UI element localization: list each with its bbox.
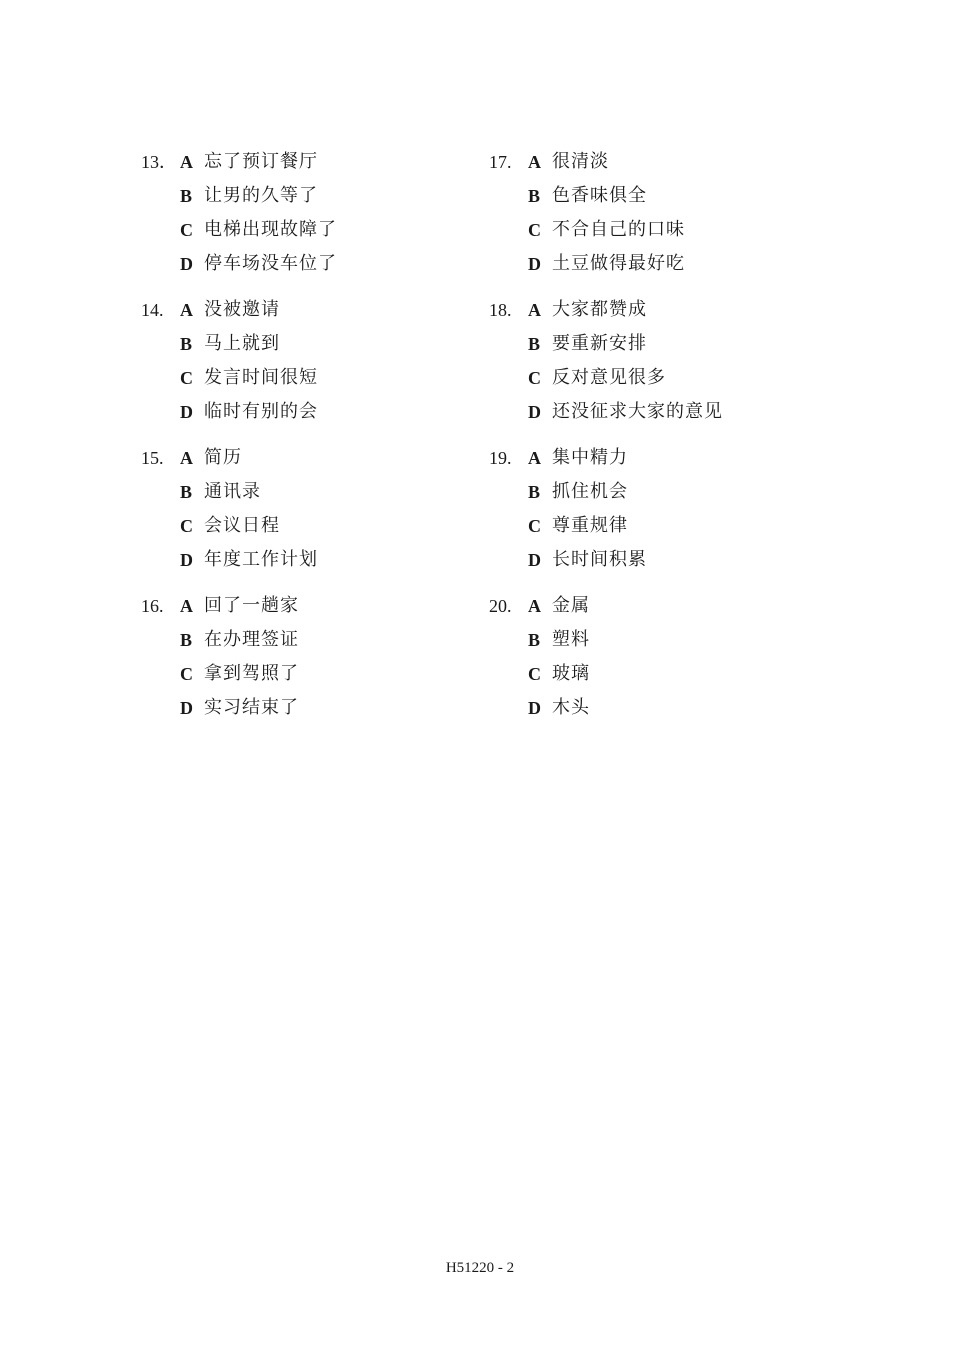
- option-text: 拿到驾照了: [204, 663, 299, 684]
- option-c: [489, 660, 819, 694]
- option-letter: D: [528, 698, 541, 718]
- option-d: [141, 398, 471, 432]
- question-column-left: [141, 148, 471, 740]
- option-a: [141, 296, 471, 330]
- option-letter: D: [528, 550, 541, 570]
- option-text: 回了一趟家: [204, 595, 299, 616]
- option-text: 大家都赞成: [552, 299, 647, 320]
- option-text: 实习结束了: [204, 697, 299, 718]
- option-text: 年度工作计划: [204, 549, 318, 570]
- question-number: 17.: [489, 152, 512, 172]
- option-a: [489, 148, 819, 182]
- option-text: 色香味俱全: [552, 185, 647, 206]
- option-text: 反对意见很多: [552, 367, 666, 388]
- option-text: 抓住机会: [552, 481, 628, 502]
- option-letter: C: [528, 664, 541, 684]
- option-text: 土豆做得最好吃: [552, 253, 685, 274]
- option-text: 长时间积累: [552, 549, 647, 570]
- option-letter: B: [180, 482, 193, 502]
- option-b: [141, 182, 471, 216]
- option-a: [141, 592, 471, 626]
- option-letter: B: [528, 630, 541, 650]
- option-d: [489, 398, 819, 432]
- question-number: 13．: [141, 152, 177, 172]
- option-text: 简历: [204, 447, 242, 468]
- option-text: 集中精力: [552, 447, 628, 468]
- option-letter: A: [180, 596, 193, 616]
- option-text: 会议日程: [204, 515, 280, 536]
- question-20: [489, 592, 819, 740]
- page-footer: H51220 - 2: [445, 1260, 515, 1276]
- question-number: 14.: [141, 300, 164, 320]
- option-text: 木头: [552, 697, 590, 718]
- question-14: [141, 296, 471, 444]
- option-letter: A: [180, 448, 193, 468]
- option-letter: B: [528, 334, 541, 354]
- option-text: 通讯录: [204, 481, 261, 502]
- option-letter: A: [180, 300, 193, 320]
- option-letter: A: [180, 152, 193, 172]
- option-text: 不合自己的口味: [552, 219, 685, 240]
- option-text: 金属: [552, 595, 590, 616]
- option-letter: C: [180, 516, 193, 536]
- question-16: [141, 592, 471, 740]
- option-letter: D: [180, 254, 193, 274]
- option-text: 在办理签证: [204, 629, 299, 650]
- option-letter: D: [180, 402, 193, 422]
- option-letter: C: [528, 368, 541, 388]
- option-d: [489, 546, 819, 580]
- option-d: [489, 694, 819, 728]
- option-letter: D: [180, 698, 193, 718]
- option-letter: B: [528, 186, 541, 206]
- option-text: 尊重规律: [552, 515, 628, 536]
- question-18: [489, 296, 819, 444]
- option-text: 临时有别的会: [204, 401, 318, 422]
- option-b: [489, 182, 819, 216]
- option-letter: C: [180, 220, 193, 240]
- option-text: 玻璃: [552, 663, 590, 684]
- option-d: [141, 546, 471, 580]
- option-c: [141, 660, 471, 694]
- option-b: [141, 626, 471, 660]
- option-text: 很清淡: [552, 151, 609, 172]
- option-c: [489, 364, 819, 398]
- option-d: [489, 250, 819, 284]
- question-17: [489, 148, 819, 296]
- option-letter: D: [528, 402, 541, 422]
- option-b: [489, 478, 819, 512]
- question-number: 16.: [141, 596, 164, 616]
- option-d: [141, 250, 471, 284]
- option-a: [489, 444, 819, 478]
- option-a: [141, 148, 471, 182]
- option-letter: C: [180, 664, 193, 684]
- option-letter: C: [528, 516, 541, 536]
- option-b: [141, 330, 471, 364]
- question-13: [141, 148, 471, 296]
- option-c: [141, 512, 471, 546]
- option-text: 塑料: [552, 629, 590, 650]
- option-a: [489, 296, 819, 330]
- question-15: [141, 444, 471, 592]
- question-number: 19.: [489, 448, 512, 468]
- option-c: [489, 512, 819, 546]
- option-text: 发言时间很短: [204, 367, 318, 388]
- option-c: [141, 216, 471, 250]
- option-a: [489, 592, 819, 626]
- option-b: [141, 478, 471, 512]
- option-letter: A: [528, 448, 541, 468]
- option-c: [489, 216, 819, 250]
- option-letter: C: [528, 220, 541, 240]
- option-letter: C: [180, 368, 193, 388]
- option-c: [141, 364, 471, 398]
- option-text: 电梯出现故障了: [204, 219, 337, 240]
- option-text: 忘了预订餐厅: [204, 151, 318, 172]
- option-letter: B: [180, 186, 193, 206]
- option-text: 让男的久等了: [204, 185, 318, 206]
- option-letter: D: [528, 254, 541, 274]
- option-letter: A: [528, 596, 541, 616]
- option-text: 要重新安排: [552, 333, 647, 354]
- option-b: [489, 626, 819, 660]
- option-b: [489, 330, 819, 364]
- option-letter: D: [180, 550, 193, 570]
- question-column-right: [489, 148, 819, 740]
- question-number: 18.: [489, 300, 512, 320]
- option-letter: B: [180, 334, 193, 354]
- option-letter: B: [180, 630, 193, 650]
- option-text: 没被邀请: [204, 299, 280, 320]
- option-letter: A: [528, 152, 541, 172]
- option-d: [141, 694, 471, 728]
- question-19: [489, 444, 819, 592]
- option-a: [141, 444, 471, 478]
- option-text: 还没征求大家的意见: [552, 401, 723, 422]
- question-number: 20.: [489, 596, 512, 616]
- question-number: 15.: [141, 448, 164, 468]
- option-text: 马上就到: [204, 333, 280, 354]
- option-letter: A: [528, 300, 541, 320]
- option-text: 停车场没车位了: [204, 253, 337, 274]
- option-letter: B: [528, 482, 541, 502]
